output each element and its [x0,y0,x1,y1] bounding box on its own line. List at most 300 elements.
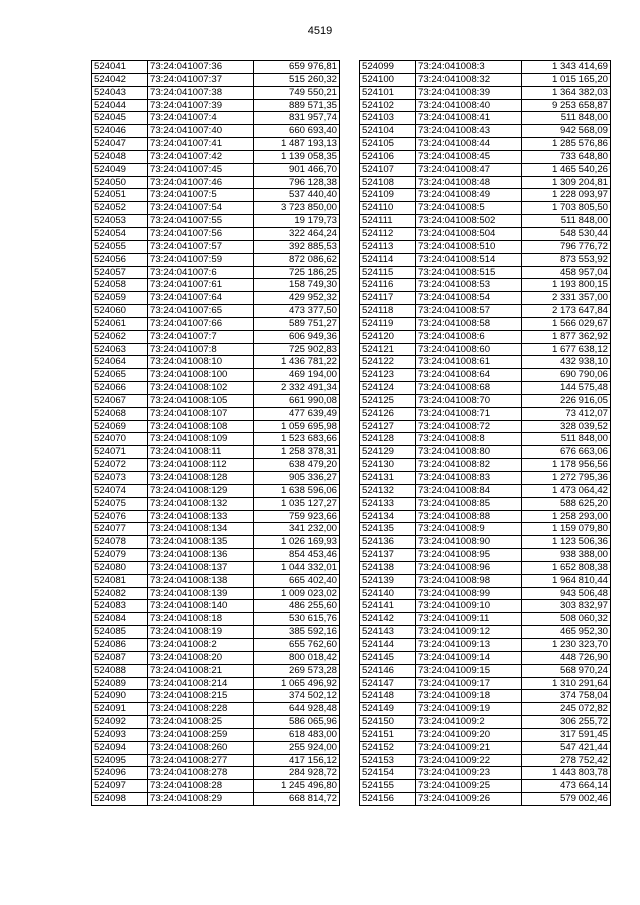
cadastral-number: 73:24:041009:15 [416,664,522,677]
row-number: 524125 [360,394,416,407]
cadastral-value: 661 990,08 [254,394,340,407]
cadastral-value: 278 752,42 [522,754,611,767]
table-row [92,728,340,741]
table-row [360,651,611,664]
row-number: 524143 [360,626,416,639]
cadastral-value: 1 523 683,66 [254,433,340,446]
cadastral-value: 1 364 382,03 [522,86,611,99]
cadastral-value: 303 832,97 [522,600,611,613]
table-row [360,446,611,459]
row-number: 524149 [360,703,416,716]
row-number: 524079 [92,549,148,562]
table-row [360,664,611,677]
row-number: 524096 [92,767,148,780]
table-row [92,125,340,138]
row-number: 524076 [92,510,148,523]
table-row [92,407,340,420]
cadastral-value: 1 139 058,35 [254,150,340,163]
cadastral-number: 73:24:041007:7 [148,330,254,343]
cadastral-table-left [91,60,340,806]
row-number: 524089 [92,677,148,690]
cadastral-value: 2 332 491,34 [254,382,340,395]
cadastral-value: 589 751,27 [254,317,340,330]
row-number: 524054 [92,227,148,240]
cadastral-value: 901 466,70 [254,163,340,176]
table-row [360,189,611,202]
cadastral-number: 73:24:041008:112 [148,459,254,472]
row-number: 524094 [92,741,148,754]
cadastral-value: 854 453,46 [254,549,340,562]
table-row [92,561,340,574]
cadastral-value: 317 591,45 [522,728,611,741]
cadastral-number: 73:24:041009:23 [416,767,522,780]
cadastral-value: 1 566 029,67 [522,317,611,330]
cadastral-value: 255 924,00 [254,741,340,754]
table-row [92,793,340,806]
cadastral-number: 73:24:041008:136 [148,549,254,562]
cadastral-number: 73:24:041008:83 [416,472,522,485]
cadastral-value: 655 762,60 [254,638,340,651]
row-number: 524151 [360,728,416,741]
cadastral-number: 73:24:041008:278 [148,767,254,780]
row-number: 524111 [360,215,416,228]
row-number: 524147 [360,677,416,690]
cadastral-value: 1 652 808,38 [522,561,611,574]
table-row [360,600,611,613]
table-row [92,253,340,266]
cadastral-value: 374 502,12 [254,690,340,703]
cadastral-value: 638 479,20 [254,459,340,472]
table-row [92,163,340,176]
cadastral-number: 73:24:041008:8 [416,433,522,446]
row-number: 524056 [92,253,148,266]
table-row [92,189,340,202]
row-number: 524137 [360,549,416,562]
cadastral-number: 73:24:041008:20 [148,651,254,664]
cadastral-number: 73:24:041007:8 [148,343,254,356]
row-number: 524152 [360,741,416,754]
cadastral-value: 2 331 357,00 [522,292,611,305]
cadastral-number: 73:24:041008:96 [416,561,522,574]
row-number: 524059 [92,292,148,305]
row-number: 524116 [360,279,416,292]
table-row [360,703,611,716]
cadastral-number: 73:24:041008:259 [148,728,254,741]
cadastral-value: 1 026 169,93 [254,536,340,549]
cadastral-number: 73:24:041008:514 [416,253,522,266]
cadastral-number: 73:24:041007:59 [148,253,254,266]
cadastral-number: 73:24:041008:28 [148,780,254,793]
cadastral-table-right [359,60,611,806]
cadastral-value: 872 086,62 [254,253,340,266]
cadastral-value: 269 573,28 [254,664,340,677]
table-row [92,343,340,356]
table-row [360,253,611,266]
table-row [360,112,611,125]
cadastral-number: 73:24:041008:71 [416,407,522,420]
cadastral-number: 73:24:041008:128 [148,472,254,485]
table-row [92,472,340,485]
cadastral-value: 19 179,73 [254,215,340,228]
row-number: 524154 [360,767,416,780]
row-number: 524065 [92,369,148,382]
row-number: 524130 [360,459,416,472]
cadastral-value: 644 928,48 [254,703,340,716]
row-number: 524083 [92,600,148,613]
cadastral-number: 73:24:041008:82 [416,459,522,472]
table-row [92,420,340,433]
cadastral-number: 73:24:041009:18 [416,690,522,703]
row-number: 524072 [92,459,148,472]
cadastral-number: 73:24:041008:105 [148,394,254,407]
cadastral-value: 579 002,46 [522,793,611,806]
cadastral-number: 73:24:041008:80 [416,446,522,459]
table-row [92,150,340,163]
cadastral-value: 800 018,42 [254,651,340,664]
cadastral-value: 1 009 023,02 [254,587,340,600]
cadastral-value: 508 060,32 [522,613,611,626]
cadastral-number: 73:24:041009:19 [416,703,522,716]
cadastral-value: 328 039,52 [522,420,611,433]
cadastral-number: 73:24:041008:107 [148,407,254,420]
cadastral-value: 73 412,07 [522,407,611,420]
cadastral-value: 1 059 695,98 [254,420,340,433]
cadastral-number: 73:24:041008:10 [148,356,254,369]
table-row [92,369,340,382]
row-number: 524115 [360,266,416,279]
table-row [360,394,611,407]
cadastral-number: 73:24:041008:277 [148,754,254,767]
row-number: 524104 [360,125,416,138]
cadastral-value: 1 193 800,15 [522,279,611,292]
cadastral-number: 73:24:041007:64 [148,292,254,305]
table-row [360,574,611,587]
cadastral-value: 473 664,14 [522,780,611,793]
cadastral-value: 226 916,05 [522,394,611,407]
cadastral-value: 458 957,04 [522,266,611,279]
table-row [360,716,611,729]
row-number: 524081 [92,574,148,587]
row-number: 524071 [92,446,148,459]
cadastral-number: 73:24:041007:38 [148,86,254,99]
cadastral-value: 1 677 638,12 [522,343,611,356]
row-number: 524095 [92,754,148,767]
table-row [360,536,611,549]
row-number: 524046 [92,125,148,138]
row-number: 524090 [92,690,148,703]
table-row [360,793,611,806]
table-row [360,227,611,240]
table-row [360,86,611,99]
cadastral-value: 889 571,35 [254,99,340,112]
cadastral-number: 73:24:041008:504 [416,227,522,240]
cadastral-value: 665 402,40 [254,574,340,587]
cadastral-value: 1 065 496,92 [254,677,340,690]
row-number: 524114 [360,253,416,266]
cadastral-value: 9 253 658,87 [522,99,611,112]
cadastral-number: 73:24:041007:6 [148,266,254,279]
table-row [360,176,611,189]
cadastral-value: 511 848,00 [522,112,611,125]
cadastral-number: 73:24:041007:45 [148,163,254,176]
row-number: 524127 [360,420,416,433]
row-number: 524153 [360,754,416,767]
cadastral-number: 73:24:041008:140 [148,600,254,613]
row-number: 524128 [360,433,416,446]
table-row [360,587,611,600]
row-number: 524082 [92,587,148,600]
table-row [360,728,611,741]
cadastral-number: 73:24:041007:40 [148,125,254,138]
cadastral-number: 73:24:041008:48 [416,176,522,189]
cadastral-value: 417 156,12 [254,754,340,767]
table-row [92,227,340,240]
table-row [92,394,340,407]
cadastral-number: 73:24:041008:5 [416,202,522,215]
row-number: 524156 [360,793,416,806]
cadastral-value: 831 957,74 [254,112,340,125]
table-row [360,163,611,176]
row-number: 524107 [360,163,416,176]
cadastral-value: 429 952,32 [254,292,340,305]
table-row [92,574,340,587]
cadastral-value: 668 814,72 [254,793,340,806]
cadastral-number: 73:24:041009:17 [416,677,522,690]
cadastral-number: 73:24:041008:90 [416,536,522,549]
row-number: 524099 [360,61,416,74]
cadastral-value: 588 625,20 [522,497,611,510]
row-number: 524078 [92,536,148,549]
cadastral-number: 73:24:041008:100 [148,369,254,382]
row-number: 524145 [360,651,416,664]
table-row [360,754,611,767]
cadastral-number: 73:24:041007:4 [148,112,254,125]
row-number: 524117 [360,292,416,305]
cadastral-value: 1 436 781,22 [254,356,340,369]
table-row [360,780,611,793]
cadastral-value: 1 272 795,36 [522,472,611,485]
table-row [360,343,611,356]
cadastral-number: 73:24:041008:11 [148,446,254,459]
row-number: 524049 [92,163,148,176]
cadastral-number: 73:24:041007:5 [148,189,254,202]
table-row [360,510,611,523]
row-number: 524139 [360,574,416,587]
row-number: 524050 [92,176,148,189]
table-row [92,497,340,510]
cadastral-number: 73:24:041008:53 [416,279,522,292]
row-number: 524132 [360,484,416,497]
cadastral-value: 511 848,00 [522,433,611,446]
table-row [360,484,611,497]
row-number: 524122 [360,356,416,369]
cadastral-number: 73:24:041008:214 [148,677,254,690]
cadastral-value: 547 421,44 [522,741,611,754]
cadastral-value: 725 902,83 [254,343,340,356]
table-row [92,73,340,86]
cadastral-number: 73:24:041008:3 [416,61,522,74]
cadastral-number: 73:24:041007:54 [148,202,254,215]
row-number: 524043 [92,86,148,99]
cadastral-value: 537 440,40 [254,189,340,202]
row-number: 524084 [92,613,148,626]
table-row [360,61,611,74]
cadastral-number: 73:24:041008:32 [416,73,522,86]
cadastral-value: 749 550,21 [254,86,340,99]
row-number: 524146 [360,664,416,677]
cadastral-number: 73:24:041008:47 [416,163,522,176]
table-row [92,61,340,74]
cadastral-value: 568 970,24 [522,664,611,677]
cadastral-number: 73:24:041008:64 [416,369,522,382]
row-number: 524063 [92,343,148,356]
row-number: 524069 [92,420,148,433]
row-number: 524074 [92,484,148,497]
cadastral-value: 465 952,30 [522,626,611,639]
cadastral-number: 73:24:041008:72 [416,420,522,433]
row-number: 524045 [92,112,148,125]
cadastral-number: 73:24:041008:40 [416,99,522,112]
cadastral-value: 448 726,90 [522,651,611,664]
table-row [92,651,340,664]
table-row [92,356,340,369]
cadastral-number: 73:24:041008:49 [416,189,522,202]
cadastral-value: 659 976,81 [254,61,340,74]
row-number: 524119 [360,317,416,330]
cadastral-number: 73:24:041008:43 [416,125,522,138]
table-row [92,215,340,228]
row-number: 524057 [92,266,148,279]
cadastral-number: 73:24:041008:18 [148,613,254,626]
table-row [360,73,611,86]
cadastral-number: 73:24:041007:41 [148,138,254,151]
cadastral-value: 1 015 165,20 [522,73,611,86]
row-number: 524123 [360,369,416,382]
row-number: 524055 [92,240,148,253]
table-row [92,664,340,677]
cadastral-value: 392 885,53 [254,240,340,253]
cadastral-value: 618 483,00 [254,728,340,741]
cadastral-value: 938 388,00 [522,549,611,562]
cadastral-value: 1 310 291,64 [522,677,611,690]
row-number: 524085 [92,626,148,639]
cadastral-value: 1 178 956,56 [522,459,611,472]
table-row [92,536,340,549]
row-number: 524067 [92,394,148,407]
cadastral-number: 73:24:041009:25 [416,780,522,793]
row-number: 524086 [92,638,148,651]
table-row [92,613,340,626]
table-row [92,86,340,99]
cadastral-number: 73:24:041008:102 [148,382,254,395]
cadastral-value: 725 186,25 [254,266,340,279]
row-number: 524075 [92,497,148,510]
row-number: 524097 [92,780,148,793]
row-number: 524047 [92,138,148,151]
cadastral-number: 73:24:041008:510 [416,240,522,253]
row-number: 524126 [360,407,416,420]
cadastral-value: 3 723 850,00 [254,202,340,215]
table-row [92,677,340,690]
cadastral-number: 73:24:041008:70 [416,394,522,407]
cadastral-value: 245 072,82 [522,703,611,716]
row-number: 524087 [92,651,148,664]
cadastral-value: 473 377,50 [254,305,340,318]
cadastral-number: 73:24:041007:46 [148,176,254,189]
cadastral-value: 1 473 064,42 [522,484,611,497]
table-row [92,780,340,793]
table-row [92,716,340,729]
row-number: 524062 [92,330,148,343]
row-number: 524155 [360,780,416,793]
cadastral-value: 2 173 647,84 [522,305,611,318]
cadastral-number: 73:24:041008:133 [148,510,254,523]
cadastral-number: 73:24:041008:54 [416,292,522,305]
cadastral-number: 73:24:041008:99 [416,587,522,600]
cadastral-value: 1 159 079,80 [522,523,611,536]
table-body-left [92,61,340,806]
row-number: 524098 [92,793,148,806]
cadastral-value: 1 638 596,06 [254,484,340,497]
row-number: 524101 [360,86,416,99]
row-number: 524088 [92,664,148,677]
row-number: 524120 [360,330,416,343]
table-row [92,767,340,780]
cadastral-number: 73:24:041008:502 [416,215,522,228]
row-number: 524052 [92,202,148,215]
cadastral-number: 73:24:041007:61 [148,279,254,292]
cadastral-value: 515 260,32 [254,73,340,86]
table-row [92,138,340,151]
cadastral-value: 374 758,04 [522,690,611,703]
cadastral-value: 1 123 506,36 [522,536,611,549]
table-row [360,292,611,305]
cadastral-number: 73:24:041009:13 [416,638,522,651]
table-row [92,433,340,446]
cadastral-number: 73:24:041008:85 [416,497,522,510]
cadastral-number: 73:24:041008:98 [416,574,522,587]
cadastral-value: 1 877 362,92 [522,330,611,343]
row-number: 524118 [360,305,416,318]
row-number: 524144 [360,638,416,651]
cadastral-number: 73:24:041008:129 [148,484,254,497]
table-row [360,677,611,690]
cadastral-value: 144 575,48 [522,382,611,395]
cadastral-value: 511 848,00 [522,215,611,228]
cadastral-number: 73:24:041007:36 [148,61,254,74]
table-row [92,176,340,189]
cadastral-value: 1 703 805,50 [522,202,611,215]
cadastral-number: 73:24:041008:515 [416,266,522,279]
cadastral-number: 73:24:041008:19 [148,626,254,639]
cadastral-number: 73:24:041009:11 [416,613,522,626]
cadastral-number: 73:24:041008:29 [148,793,254,806]
table-row [92,484,340,497]
row-number: 524041 [92,61,148,74]
cadastral-value: 676 663,06 [522,446,611,459]
cadastral-number: 73:24:041008:6 [416,330,522,343]
cadastral-number: 73:24:041008:135 [148,536,254,549]
table-row [92,600,340,613]
cadastral-number: 73:24:041007:65 [148,305,254,318]
cadastral-number: 73:24:041007:57 [148,240,254,253]
table-row [360,690,611,703]
row-number: 524048 [92,150,148,163]
row-number: 524124 [360,382,416,395]
cadastral-value: 660 693,40 [254,125,340,138]
table-row [92,638,340,651]
table-row [360,741,611,754]
